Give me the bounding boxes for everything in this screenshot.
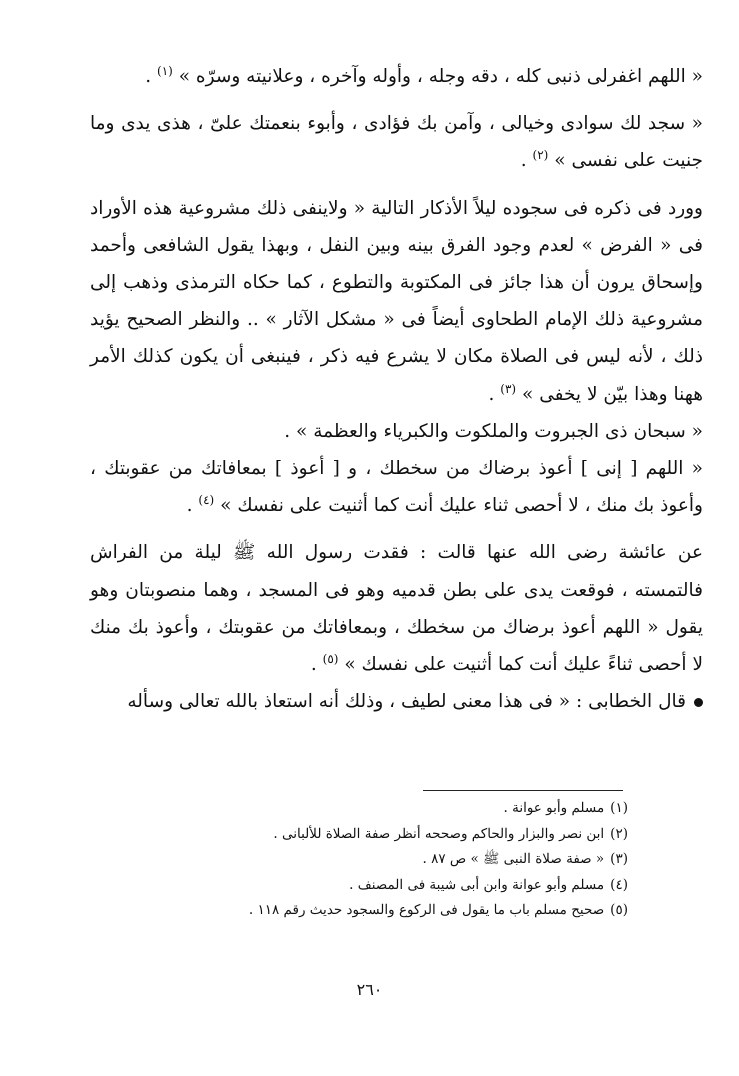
paragraph-tail: . (488, 383, 501, 405)
footnote-ref[interactable]: (٢) (532, 148, 549, 163)
footnote-number: (٤) (610, 876, 628, 893)
paragraph-text: وورد فى ذكره فى سجوده ليلاً الأذكار التالية « ولاينفى ذلك مشروعية هذه الأوراد فى « الفرض » لعدم وجود الفرق بينه وبين النفل ، وبهذا يقول الشافعى وأحمد وإسحاق يرون أن هذا جائز فى المكتوبة والتطوع ، كما حكاه الترمذى وذهب إلى مشروعية ذلك الإمام الطحاوى أيضاً فى « مشكل الآثار » .. والنظر الصحيح يؤيد ذلك ، لأنه ليس فى الصلاة مكان لا يشرع فيه ذكر ، فينبغى أن يكون كذلك الأمر ههنا وهذا بيّن لا يخفى » (90, 197, 703, 405)
footnote-ref[interactable]: (٥) (322, 651, 339, 666)
footnote-text: ابن نصر والبزار والحاكم وصححه أنظر صفة الصلاة للألبانى . (273, 825, 605, 842)
paragraph-text: « سبحان ذى الجبروت والملكوت والكبرياء والعظمة » . (284, 420, 703, 442)
footnote-ref[interactable]: (٤) (198, 493, 215, 508)
paragraph-tail: . (520, 150, 533, 172)
paragraph (90, 683, 703, 720)
footnote-item (150, 873, 628, 899)
paragraph-tail: . (186, 495, 199, 517)
paragraph-text: قال الخطابى : « فى هذا معنى لطيف ، وذلك أنه استعاذ بالله تعالى وسأله (127, 691, 686, 713)
footnote-text: صحيح مسلم باب ما يقول فى الركوع والسجود حديث رقم ١١٨ . (248, 902, 605, 919)
paragraph-text: عن عائشة رضى الله عنها قالت : فقدت رسول الله ﷺ ليلة من الفراش فالتمسته ، فوقعت يدى على بطن قدميه وهو فى المسجد ، وهما منصوبتان وهو يقول « اللهم أعوذ برضاك من سخطك ، وبمعافاتك من عقوبتك ، وأعوذ بك منك لا أحصى ثناءً عليك أنت كما أثنيت على نفسك » (90, 542, 703, 676)
footnote-item (150, 847, 628, 873)
paragraph-text: « سجد لك سوادى وخيالى ، وآمن بك فؤادى ، وأبوء بنعمتك علىّ ، هذى يدى وما جنيت على نفسى » (90, 113, 703, 172)
footnote-text: مسلم وأبو عوانة وابن أبى شيبة فى المصنف . (349, 876, 605, 893)
paragraph (90, 450, 703, 524)
footnote-text: مسلم وأبو عوانة . (503, 800, 605, 816)
footnotes (150, 796, 628, 924)
paragraph-tail: . (310, 654, 323, 676)
footnote-text: « صفة صلاة النبى ﷺ » ص ٨٧ . (422, 851, 605, 868)
paragraph-tail: . (145, 66, 158, 87)
page-number: ٢٦٠ (356, 980, 383, 999)
bullet-icon (694, 698, 703, 707)
footnote-number: (٥) (610, 902, 628, 919)
footnote-item (150, 822, 628, 848)
footnote-number: (١) (610, 800, 628, 816)
footnote-item (150, 898, 628, 924)
footnote-ref[interactable]: (١) (157, 63, 173, 78)
paragraph (90, 105, 703, 179)
paragraph (90, 413, 703, 450)
footnote-divider (423, 790, 623, 791)
paragraph (90, 190, 703, 413)
footnote-item (150, 796, 628, 822)
footnote-number: (٣) (610, 851, 628, 868)
main-text (90, 58, 703, 720)
footnote-number: (٢) (610, 825, 628, 842)
paragraph (90, 534, 703, 683)
footnote-ref[interactable]: (٣) (500, 381, 517, 396)
paragraph (90, 58, 703, 95)
paragraph-text: « اللهم [ إنى ] أعوذ برضاك من سخطك ، و [ أعوذ ] بمعافاتك من عقوبتك ، وأعوذ بك منك ، لا أحصى ثناء عليك أنت كما أثنيت على نفسك » (90, 458, 703, 517)
paragraph-text: « اللهم اغفرلى ذنبى كله ، دقه وجله ، وأوله وآخره ، وعلانيته وسرّه » (178, 66, 703, 87)
